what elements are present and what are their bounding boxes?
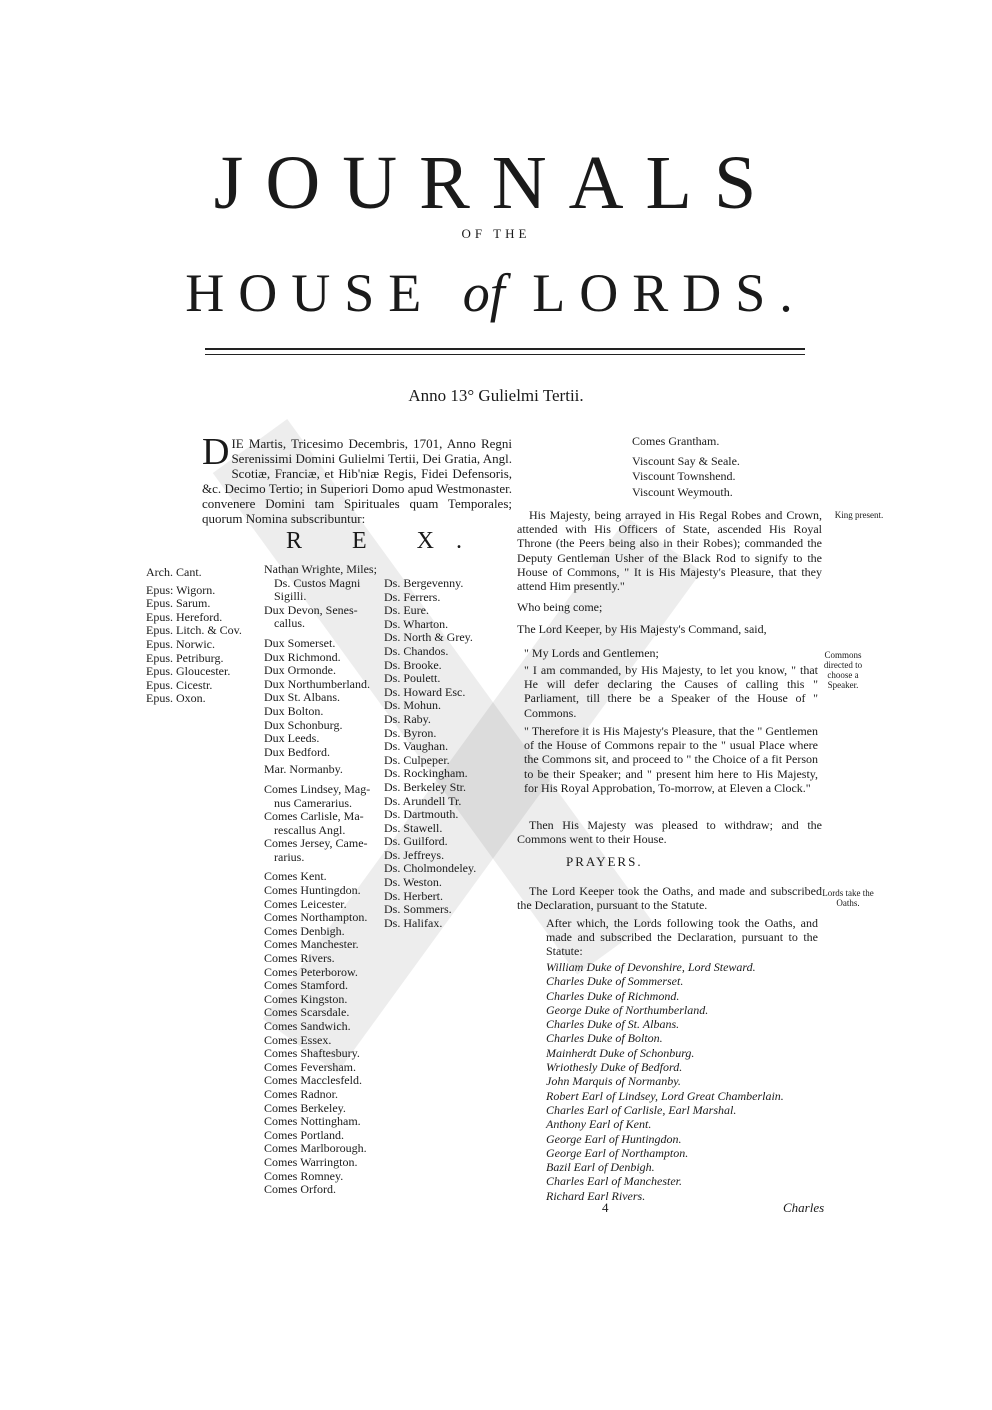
list-item: Comes Scarsdale. — [264, 1005, 350, 1020]
list-item: Comes Nottingham. — [264, 1114, 361, 1129]
house-word: HOUSE — [185, 263, 436, 323]
list-item: Ds. Bergevenny. — [384, 576, 464, 590]
oaths-following — [546, 916, 818, 959]
list-item: John Marquis of Normanby. — [546, 1074, 681, 1089]
keeper-said-line: The Lord Keeper, by His Majesty's Command, said, — [517, 622, 767, 636]
list-item: Ds. Raby. — [384, 711, 431, 726]
list-item: Ds. Dartmouth. — [384, 807, 459, 822]
list-item: Dux Northumberland. — [264, 676, 370, 691]
regnal-year-heading: Anno 13° Gulielmi Tertii. — [408, 386, 584, 405]
list-item: Charles Earl of Manchester. — [546, 1174, 682, 1189]
oaths-following-text: After which, the Lords following took the Oaths, and made and subscribed the Declaration, pursuant to the Statute: — [546, 916, 818, 959]
list-item: Wriothesly Duke of Bedford. — [546, 1060, 683, 1075]
list-item: Comes Jersey, Came- — [264, 836, 368, 851]
list-item: Comes Grantham. — [632, 434, 720, 448]
list-item: Charles Earl of Carlisle, Earl Marshal. — [546, 1102, 737, 1117]
list-item: Dux Richmond. — [264, 649, 341, 664]
list-item: Ds. Sommers. — [384, 902, 452, 917]
list-item: Dux Bedford. — [264, 744, 330, 759]
list-item: Epus: Wigorn. — [146, 582, 216, 597]
list-item: Nathan Wrighte, Miles; — [264, 562, 377, 576]
list-item: Epus. Hereford. — [146, 609, 223, 624]
list-item: rescallus Angl. — [274, 822, 346, 837]
list-item: Ds. Arundell Tr. — [384, 793, 462, 808]
list-item: Sigilli. — [274, 589, 307, 604]
list-item: Viscount Say & Seale. — [632, 453, 740, 468]
list-item: Comes Denbigh. — [264, 923, 345, 938]
list-item: Dux Ormonde. — [264, 663, 336, 678]
list-item: Comes Orford. — [264, 1182, 336, 1197]
list-item: Ds. Rockingham. — [384, 766, 468, 781]
list-item: Comes Rivers. — [264, 951, 335, 966]
list-item: Robert Earl of Lindsey, Lord Great Chamberlain. — [546, 1088, 784, 1103]
withdraw-paragraph — [517, 818, 822, 846]
list-item: Comes Macclesfeld. — [264, 1073, 362, 1088]
list-item: Bazil Earl of Denbigh. — [546, 1160, 655, 1175]
list-item: Comes Essex. — [264, 1032, 332, 1047]
list-item: callus. — [274, 616, 305, 631]
speech-second — [524, 724, 818, 795]
lords-word: LORDS. — [532, 263, 807, 323]
list-item: nus Camerarius. — [274, 795, 352, 810]
list-item: Comes Warrington. — [264, 1154, 358, 1169]
right-top-list — [632, 434, 740, 500]
who-being-line: Who being come; — [517, 600, 603, 614]
list-item: Comes Shaftesbury. — [264, 1046, 360, 1061]
withdraw-text: Then His Majesty was pleased to withdraw; and the Commons went to their House. — [517, 818, 822, 847]
list-item: Comes Carlisle, Ma- — [264, 809, 364, 824]
list-item: Dux Somerset. — [264, 635, 336, 650]
list-item: rarius. — [274, 849, 305, 864]
speech-first — [524, 663, 818, 720]
page-number: 4 — [602, 1200, 609, 1215]
list-item: Ds. Wharton. — [384, 616, 449, 631]
list-item: Charles Duke of Richmond. — [546, 988, 680, 1003]
list-item: Comes Marlborough. — [264, 1141, 367, 1156]
intro-paragraph — [202, 431, 512, 526]
list-item: Dux Schonburg. — [264, 717, 343, 732]
list-item: George Earl of Huntingdon. — [546, 1131, 682, 1146]
list-item: Mar. Normanby. — [264, 762, 343, 777]
peers-list — [264, 563, 377, 1197]
list-item: Ds. Poulett. — [384, 671, 441, 686]
list-item: Ds. Culpeper. — [384, 752, 450, 767]
journal-title: JOURNALS — [213, 141, 779, 225]
list-item: Anthony Earl of Kent. — [546, 1117, 652, 1132]
list-item: Epus. Sarum. — [146, 596, 211, 611]
list-item: Comes Romney. — [264, 1168, 344, 1183]
list-item: Ds. Howard Esc. — [384, 684, 466, 699]
list-item: Dux Devon, Senes- — [264, 602, 358, 617]
house-of-lords-title — [0, 262, 992, 324]
list-item: Ds. Byron. — [384, 725, 437, 740]
list-item: Comes Kent. — [264, 869, 327, 884]
list-item: Epus. Litch. & Cov. — [146, 623, 242, 638]
lords-oath-list — [546, 961, 784, 1204]
list-item: Charles Duke of Bolton. — [546, 1031, 663, 1046]
list-item: Comes Radnor. — [264, 1086, 338, 1101]
list-item: Comes Manchester. — [264, 937, 359, 952]
drop-cap: D — [202, 431, 230, 473]
oaths-text: The Lord Keeper took the Oaths, and made and subscribed the Declaration, pursuant to the Statute. — [517, 884, 822, 913]
list-item: Viscount Weymouth. — [632, 484, 733, 499]
list-item: Mainherdt Duke of Schonburg. — [546, 1045, 695, 1060]
intro-text: IE Martis, Tricesimo Decembris, 1701, Anno Regni Serenissimi Domini Gulielmi Tertii, Dei Gratia, Angl. Scotiæ, Franciæ, et Hib'niæ Regis, Fidei Defensoris, &c. Decimo Tertio; in Superiori Domo apud Westmonaster. convenere Domini tam Spirituales quam Temporales; quorum Nomina subscribuntur: — [202, 436, 512, 526]
title-rule — [205, 348, 805, 355]
of-word: of — [462, 263, 505, 323]
list-item: Comes Sandwich. — [264, 1019, 351, 1033]
speech-second-text: " Therefore it is His Majesty's Pleasure, that the " Gentlemen of the House of Commons repair to the " usual Place where the Commons sit, and proceed to " the Choice of a fit Person to be their Speaker; and " present him here to His Majesty, for His Royal Approbation, To-morrow, at Eleven a Clock." — [524, 724, 818, 795]
list-item: Ds. Chandos. — [384, 643, 449, 658]
list-item: Comes Feversham. — [264, 1059, 356, 1074]
list-item: Ds. Mohun. — [384, 698, 442, 713]
list-item: Comes Leicester. — [264, 896, 347, 911]
list-item: Richard Earl Rivers. — [546, 1188, 646, 1203]
list-item: Comes Kingston. — [264, 991, 348, 1006]
barons-list — [384, 577, 476, 930]
list-item: Comes Berkeley. — [264, 1100, 346, 1115]
clergy-list — [146, 566, 242, 706]
list-item: Ds. Vaughan. — [384, 739, 449, 754]
list-item: Ds. Eure. — [384, 603, 429, 618]
list-item: Comes Huntingdon. — [264, 883, 361, 898]
list-item: Ds. North & Grey. — [384, 630, 473, 645]
catchword: Charles — [783, 1200, 825, 1215]
list-item: Ds. Berkeley Str. — [384, 779, 466, 794]
list-item: Ds. Guilford. — [384, 834, 448, 849]
list-item: Ds. Weston. — [384, 875, 442, 890]
address-line: " My Lords and Gentlemen; — [524, 646, 659, 660]
list-item: Charles Duke of Sommerset. — [546, 974, 684, 989]
list-item: Dux Bolton. — [264, 703, 324, 718]
rex-heading: R E X. — [286, 528, 484, 554]
speech-first-text: " I am commanded, by His Majesty, to let you know, " that He will defer declaring the Causes of calling this " Parliament, till there be a Speaker of the House of " Commons. — [524, 663, 818, 720]
list-item: Dux St. Albans. — [264, 690, 341, 705]
list-item: Epus. Petriburg. — [146, 650, 224, 665]
list-item: Ds. Custos Magni — [274, 575, 361, 590]
list-item: Comes Portland. — [264, 1127, 344, 1142]
list-item: William Duke of Devonshire, Lord Steward. — [546, 960, 756, 974]
king-paragraph-block — [517, 508, 822, 593]
prayers-heading: PRAYERS. — [566, 854, 643, 869]
list-item: Dux Leeds. — [264, 731, 320, 746]
list-item: Ds. Cholmondeley. — [384, 861, 477, 876]
list-item: Ds. Halifax. — [384, 915, 443, 930]
list-item: Epus. Oxon. — [146, 691, 206, 706]
list-item: George Duke of Northumberland. — [546, 1002, 709, 1017]
list-item: Epus. Norwic. — [146, 636, 215, 651]
list-item: Epus. Gloucester. — [146, 664, 231, 679]
list-item: Ds. Ferrers. — [384, 589, 441, 604]
list-item: Comes Lindsey, Mag- — [264, 781, 371, 796]
margin-note-commons: Commons directed to choose a Speaker. — [823, 650, 863, 690]
margin-note-king: King present. — [834, 510, 884, 520]
list-item: Ds. Stawell. — [384, 820, 443, 835]
list-item: Comes Stamford. — [264, 978, 348, 993]
list-item: Viscount Townshend. — [632, 469, 736, 483]
list-item: Ds. Brooke. — [384, 657, 442, 672]
list-item: George Earl of Northampton. — [546, 1145, 689, 1160]
oaths-paragraph — [517, 884, 822, 912]
list-item: Charles Duke of St. Albans. — [546, 1017, 680, 1032]
list-item: Comes Northampton. — [264, 910, 368, 925]
list-item: Ds. Herbert. — [384, 888, 443, 903]
list-item: Epus. Cicestr. — [146, 677, 213, 692]
margin-note-oaths: Lords take the Oaths. — [822, 888, 874, 908]
of-the-line: OF THE — [461, 226, 531, 241]
list-item: Arch. Cant. — [146, 565, 202, 579]
king-paragraph: His Majesty, being arrayed in His Regal Robes and Crown, attended with His Officers of State, ascended His Royal Throne (the Peers being also in their Robes); commanded the Deputy Gentleman Usher of the Black Rod to signify to the House of Commons, " It is His Majesty's Pleasure, that they attend Him presently." — [517, 508, 822, 594]
list-item: Ds. Jeffreys. — [384, 847, 445, 862]
list-item: Comes Peterborow. — [264, 964, 358, 979]
